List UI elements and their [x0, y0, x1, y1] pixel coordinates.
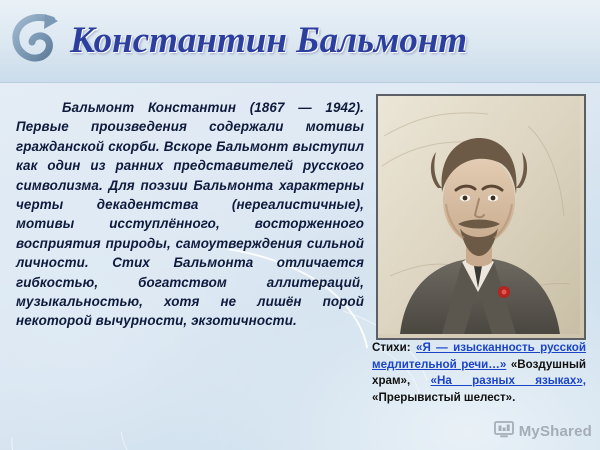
- poem-item-4: «Прерывистый шелест».: [372, 390, 516, 404]
- poem-link-3[interactable]: «На разных языках»,: [430, 374, 586, 387]
- biography-text: Бальмонт Константин (1867 — 1942). Первые произведения содержали мотивы гражданской скорби. Вскоре Бальмонт выступил как один из ранних представителей русского символизма. Для поэзии Бальмонта характерны черты декадентства (нереалистичные), мотивы исступлённого, восторженного восприятия природы, самоутверждения сильной личности. Стих Бальмонта отличается гибкостью, богатством аллитераций, музыкальностью, хотя не лишён порой некоторой вычурности, экзотичности.: [16, 100, 364, 329]
- page-title: Константин Бальмонт: [70, 20, 468, 61]
- poems-list: [372, 340, 586, 406]
- poem-item-2: «Воздушный храм»,: [372, 357, 586, 387]
- poems-label: Стихи:: [372, 341, 411, 354]
- myshared-logo-icon: [494, 419, 514, 444]
- portrait-image: [376, 94, 586, 340]
- watermark-text: MyShared: [518, 423, 592, 440]
- poem-link-1[interactable]: «Я — изысканность русской медлительной речи…»: [372, 341, 586, 371]
- slide-header: [0, 0, 600, 83]
- spiral-arrow-logo-icon: [6, 8, 68, 70]
- watermark: [494, 419, 592, 444]
